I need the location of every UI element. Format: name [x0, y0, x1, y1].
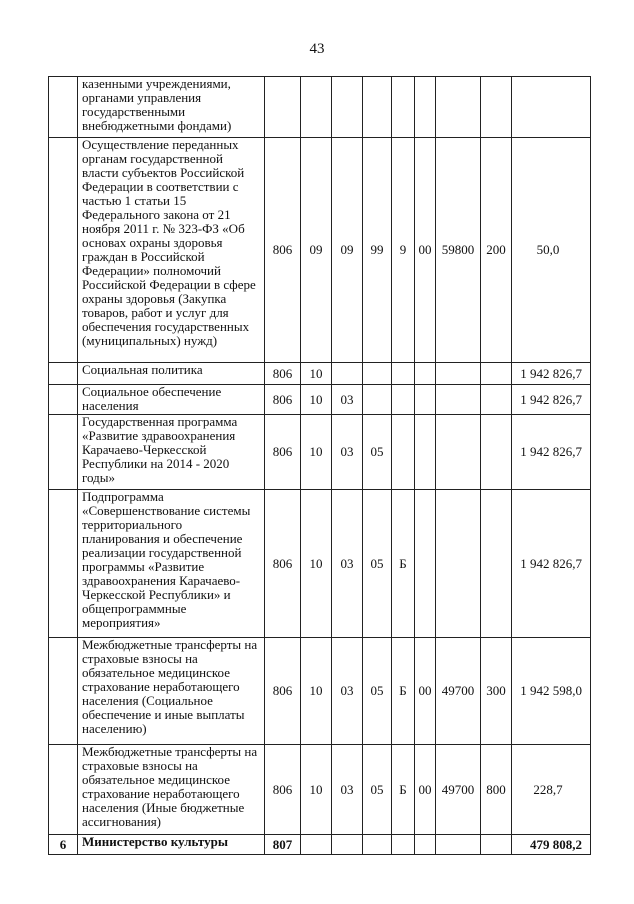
item-name: Социальная политика	[78, 363, 265, 385]
program-code: 05	[363, 490, 392, 638]
ministry-code: 806	[265, 415, 301, 490]
item-name: Министерство культуры	[78, 835, 265, 855]
direction-code: 49700	[436, 638, 481, 745]
table-row	[49, 415, 591, 490]
ministry-code: 806	[265, 363, 301, 385]
program-code	[363, 363, 392, 385]
expense-type-code: 800	[481, 745, 512, 835]
row-number	[49, 415, 78, 490]
row-number	[49, 77, 78, 138]
direction-code	[436, 835, 481, 855]
program-code: 05	[363, 638, 392, 745]
item-name: Государственная программа «Развитие здравоохранения Карачаево-Черкесской Республики на 2014 - 2020 годы»	[78, 415, 265, 490]
subprogram-code	[392, 835, 415, 855]
table-row	[49, 490, 591, 638]
amount	[512, 77, 591, 138]
table-row	[49, 363, 591, 385]
expense-type-code	[481, 835, 512, 855]
section-code: 10	[301, 638, 332, 745]
program-code	[363, 77, 392, 138]
row-number	[49, 363, 78, 385]
amount: 479 808,2	[512, 835, 591, 855]
subprogram-code: Б	[392, 745, 415, 835]
event-code	[415, 490, 436, 638]
table-row	[49, 745, 591, 835]
event-code: 00	[415, 138, 436, 363]
expense-type-code: 200	[481, 138, 512, 363]
direction-code	[436, 363, 481, 385]
ministry-code: 806	[265, 138, 301, 363]
row-number	[49, 745, 78, 835]
amount: 1 942 826,7	[512, 385, 591, 415]
section-code: 10	[301, 385, 332, 415]
event-code	[415, 835, 436, 855]
event-code: 00	[415, 745, 436, 835]
section-code: 10	[301, 363, 332, 385]
subprogram-code	[392, 77, 415, 138]
ministry-code: 806	[265, 745, 301, 835]
subsection-code	[332, 835, 363, 855]
item-name: казенными учреждениями, органами управления государственными внебюджетными фондами)	[78, 77, 265, 138]
ministry-code: 807	[265, 835, 301, 855]
program-code: 05	[363, 415, 392, 490]
item-name: Межбюджетные трансферты на страховые взносы на обязательное медицинское страхование неработающего населения (Социальное обеспечение и иные выплаты населению)	[78, 638, 265, 745]
row-number	[49, 138, 78, 363]
subsection-code	[332, 363, 363, 385]
section-code: 10	[301, 490, 332, 638]
subprogram-code: Б	[392, 490, 415, 638]
program-code: 99	[363, 138, 392, 363]
program-code	[363, 385, 392, 415]
row-number	[49, 490, 78, 638]
direction-code	[436, 490, 481, 638]
page-number: 43	[309, 41, 325, 57]
section-code	[301, 77, 332, 138]
amount: 1 942 826,7	[512, 415, 591, 490]
table-row	[49, 638, 591, 745]
table-row	[49, 835, 591, 855]
expense-type-code: 300	[481, 638, 512, 745]
item-name: Межбюджетные трансферты на страховые взносы на обязательное медицинское страхование неработающего населения (Иные бюджетные ассигнования)	[78, 745, 265, 835]
event-code: 00	[415, 638, 436, 745]
subprogram-code: 9	[392, 138, 415, 363]
subsection-code: 09	[332, 138, 363, 363]
table-row	[49, 385, 591, 415]
ministry-code: 806	[265, 385, 301, 415]
item-name: Осуществление переданных органам государственной власти субъектов Российской Федерации в соответствии с частью 1 статьи 15 Федерального закона от 21 ноября 2011 г. № 323-ФЗ «Об основах охраны здоровья граждан в Российской Федерации» полномочий Российской Федерации в сфере охраны здоровья (Закупка товаров, работ и услуг для обеспечения государственных (муниципальных) нужд)	[78, 138, 265, 363]
expense-type-code	[481, 490, 512, 638]
section-code: 09	[301, 138, 332, 363]
event-code	[415, 415, 436, 490]
row-number: 6	[49, 835, 78, 855]
section-code: 10	[301, 415, 332, 490]
event-code	[415, 77, 436, 138]
direction-code	[436, 77, 481, 138]
row-number	[49, 385, 78, 415]
subsection-code: 03	[332, 415, 363, 490]
expense-type-code	[481, 77, 512, 138]
expense-type-code	[481, 363, 512, 385]
ministry-code: 806	[265, 638, 301, 745]
item-name: Подпрограмма «Совершенствование системы территориального планирования и обеспечение реализации государственной программы «Развитие здравоохранения Карачаево-Черкесской Республики» и общепрограммные мероприятия»	[78, 490, 265, 638]
subsection-code: 03	[332, 490, 363, 638]
subsection-code: 03	[332, 385, 363, 415]
subprogram-code	[392, 415, 415, 490]
expense-type-code	[481, 415, 512, 490]
ministry-code	[265, 77, 301, 138]
amount: 228,7	[512, 745, 591, 835]
subprogram-code	[392, 385, 415, 415]
amount: 1 942 826,7	[512, 363, 591, 385]
section-code	[301, 835, 332, 855]
subsection-code: 03	[332, 745, 363, 835]
direction-code	[436, 415, 481, 490]
program-code	[363, 835, 392, 855]
event-code	[415, 385, 436, 415]
subsection-code	[332, 77, 363, 138]
ministry-code: 806	[265, 490, 301, 638]
amount: 50,0	[512, 138, 591, 363]
section-code: 10	[301, 745, 332, 835]
direction-code	[436, 385, 481, 415]
event-code	[415, 363, 436, 385]
direction-code: 49700	[436, 745, 481, 835]
subprogram-code	[392, 363, 415, 385]
item-name: Социальное обеспечение населения	[78, 385, 265, 415]
row-number	[49, 638, 78, 745]
subprogram-code: Б	[392, 638, 415, 745]
amount: 1 942 826,7	[512, 490, 591, 638]
table-row	[49, 77, 591, 138]
subsection-code: 03	[332, 638, 363, 745]
program-code: 05	[363, 745, 392, 835]
budget-table	[48, 76, 591, 855]
expense-type-code	[481, 385, 512, 415]
amount: 1 942 598,0	[512, 638, 591, 745]
direction-code: 59800	[436, 138, 481, 363]
table-row	[49, 138, 591, 363]
